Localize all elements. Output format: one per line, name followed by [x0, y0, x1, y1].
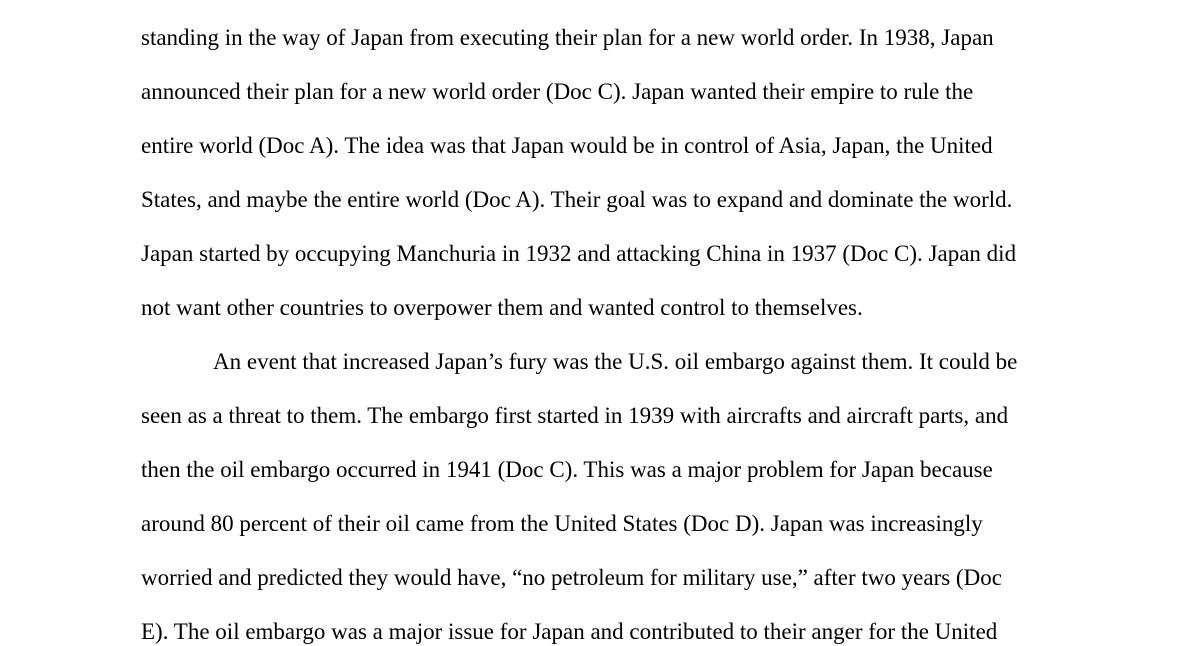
text-line-12-partial: E). The oil embargo was a major issue for Japan and contributed to their anger for the United	[141, 619, 998, 644]
text-line-6: not want other countries to overpower them and wanted control to themselves.	[141, 295, 863, 320]
paragraph-first-line: An event that increased Japan’s fury was the U.S. oil embargo against them. It could be	[213, 349, 1018, 374]
text-line-8: seen as a threat to them. The embargo first started in 1939 with aircrafts and aircraft parts, and	[141, 403, 1009, 428]
text-line-2: announced their plan for a new world order (Doc C). Japan wanted their empire to rule the	[141, 79, 974, 104]
text-line-11: worried and predicted they would have, “no petroleum for military use,” after two years (Doc	[141, 565, 1002, 590]
text-line-5: Japan started by occupying Manchuria in 1932 and attacking China in 1937 (Doc C). Japan did	[141, 241, 1017, 266]
text-line-9: then the oil embargo occurred in 1941 (Doc C). This was a major problem for Japan because	[141, 457, 993, 482]
text-line-3: entire world (Doc A). The idea was that Japan would be in control of Asia, Japan, the United	[141, 133, 993, 158]
text-line-10: around 80 percent of their oil came from the United States (Doc D). Japan was increasingly	[141, 511, 983, 536]
text-line-4: States, and maybe the entire world (Doc A). Their goal was to expand and dominate the world.	[141, 187, 1013, 212]
text-line-1: standing in the way of Japan from executing their plan for a new world order. In 1938, Japan	[141, 25, 994, 50]
